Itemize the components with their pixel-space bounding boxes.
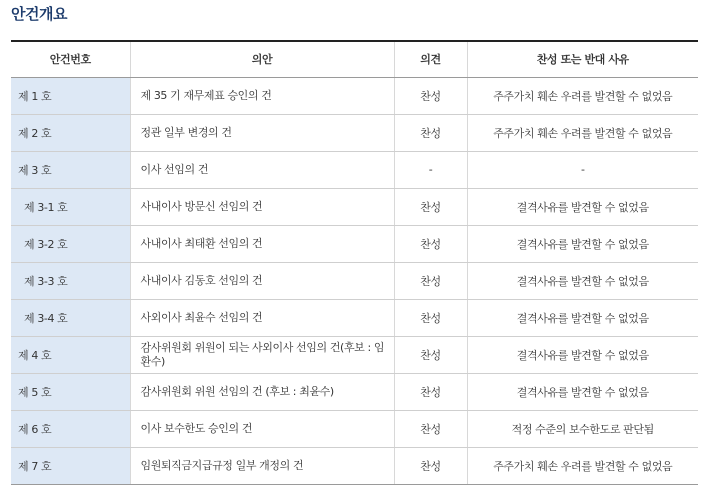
agenda-number: 제 3 호 xyxy=(11,151,130,188)
agenda-number: 제 3-1 호 xyxy=(11,188,130,225)
reason: 주주가치 훼손 우려를 발견할 수 없었음 xyxy=(467,77,698,114)
opinion: 찬성 xyxy=(394,77,467,114)
table-row xyxy=(11,77,698,114)
agenda-title: 사내이사 최태환 선임의 건 xyxy=(130,225,394,262)
agenda-title: 사내이사 김동호 선임의 건 xyxy=(130,262,394,299)
reason: 결격사유를 발견할 수 없었음 xyxy=(467,373,698,410)
table-row xyxy=(11,299,698,336)
opinion: 찬성 xyxy=(394,373,467,410)
section-title: 안건개요 xyxy=(11,5,67,23)
header-opinion: 의견 xyxy=(394,41,467,77)
opinion: 찬성 xyxy=(394,188,467,225)
opinion: 찬성 xyxy=(394,336,467,373)
opinion: 찬성 xyxy=(394,114,467,151)
opinion: 찬성 xyxy=(394,410,467,447)
agenda-number: 제 4 호 xyxy=(11,336,130,373)
agenda-number: 제 7 호 xyxy=(11,447,130,484)
table-row xyxy=(11,410,698,447)
reason: - xyxy=(467,151,698,188)
agenda-number: 제 6 호 xyxy=(11,410,130,447)
table-row xyxy=(11,188,698,225)
agenda-title: 정관 일부 변경의 건 xyxy=(130,114,394,151)
table-row xyxy=(11,336,698,373)
table-row xyxy=(11,151,698,188)
agenda-title: 이사 선임의 건 xyxy=(130,151,394,188)
reason: 주주가치 훼손 우려를 발견할 수 없었음 xyxy=(467,114,698,151)
header-agenda-number: 안건번호 xyxy=(11,41,130,77)
opinion: 찬성 xyxy=(394,299,467,336)
reason: 결격사유를 발견할 수 없었음 xyxy=(467,188,698,225)
header-agenda: 의안 xyxy=(130,41,394,77)
table-header-row xyxy=(11,41,698,77)
table-row xyxy=(11,262,698,299)
agenda-title: 이사 보수한도 승인의 건 xyxy=(130,410,394,447)
reason: 주주가치 훼손 우려를 발견할 수 없었음 xyxy=(467,447,698,484)
table-row xyxy=(11,114,698,151)
table-row xyxy=(11,447,698,484)
opinion: - xyxy=(394,151,467,188)
agenda-title: 감사위원회 위원 선임의 건 (후보 : 최윤수) xyxy=(130,373,394,410)
agenda-number: 제 2 호 xyxy=(11,114,130,151)
table-row xyxy=(11,225,698,262)
agenda-number: 제 3-2 호 xyxy=(11,225,130,262)
reason: 결격사유를 발견할 수 없었음 xyxy=(467,299,698,336)
opinion: 찬성 xyxy=(394,225,467,262)
header-reason: 찬성 또는 반대 사유 xyxy=(467,41,698,77)
agenda-title: 사내이사 방문신 선임의 건 xyxy=(130,188,394,225)
reason: 결격사유를 발견할 수 없었음 xyxy=(467,336,698,373)
agenda-title: 사외이사 최윤수 선임의 건 xyxy=(130,299,394,336)
reason: 결격사유를 발견할 수 없었음 xyxy=(467,262,698,299)
agenda-title: 감사위원회 위원이 되는 사외이사 선임의 건(후보 : 임환수) xyxy=(130,336,394,373)
agenda-title: 임원퇴직금지급규정 일부 개정의 건 xyxy=(130,447,394,484)
opinion: 찬성 xyxy=(394,447,467,484)
agenda-number: 제 3-3 호 xyxy=(11,262,130,299)
agenda-number: 제 1 호 xyxy=(11,77,130,114)
table-row xyxy=(11,373,698,410)
agenda-title: 제 35 기 재무제표 승인의 건 xyxy=(130,77,394,114)
agenda-number: 제 3-4 호 xyxy=(11,299,130,336)
reason: 결격사유를 발견할 수 없었음 xyxy=(467,225,698,262)
agenda-number: 제 5 호 xyxy=(11,373,130,410)
reason: 적정 수준의 보수한도로 판단됨 xyxy=(467,410,698,447)
agenda-table xyxy=(11,40,698,485)
opinion: 찬성 xyxy=(394,262,467,299)
